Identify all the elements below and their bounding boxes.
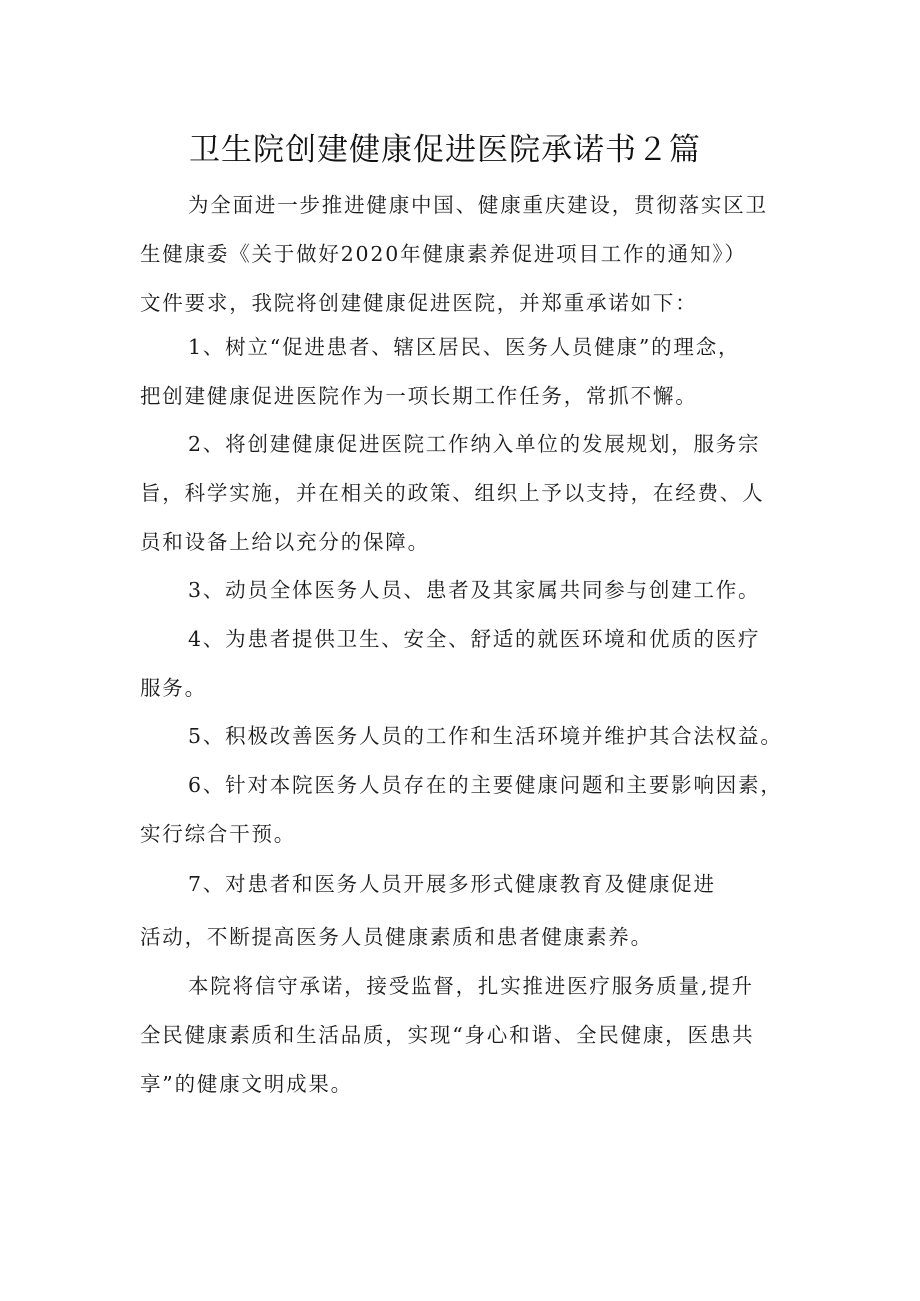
paragraph-line: 享”的健康文明成果。 bbox=[140, 1072, 353, 1096]
commitment-item-3 bbox=[140, 566, 790, 615]
commitment-item-7 bbox=[140, 860, 790, 962]
paragraph-line: 把创建健康促进医院作为一项长期工作任务，常抓不懈。 bbox=[140, 384, 698, 408]
paragraph-line: 2、将创建健康促进医院工作纳入单位的发展规划，服务宗 bbox=[188, 432, 761, 456]
paragraph-line: 旨，科学实施，并在相关的政策、组织上予以支持，在经费、人 bbox=[140, 481, 765, 505]
paragraph-line: 本院将信守承诺，接受监督，扎实推进医疗服务质量,提升 bbox=[188, 974, 754, 998]
paragraph-line: 3、动员全体医务人员、患者及其家属共同参与创建工作。 bbox=[188, 578, 761, 602]
commitment-item-5 bbox=[140, 712, 790, 761]
commitment-item-2 bbox=[140, 420, 790, 567]
paragraph-line: 5、积极改善医务人员的工作和生活环境并维护其合法权益。 bbox=[188, 724, 783, 748]
paragraph-line: 1、树立“促进患者、辖区居民、医务人员健康”的理念， bbox=[188, 335, 741, 359]
commitment-item-4 bbox=[140, 615, 790, 713]
commitment-item-6 bbox=[140, 761, 790, 859]
paragraph-line: 服务。 bbox=[140, 676, 207, 700]
document-title: 卫生院创建健康促进医院承诺书２篇 bbox=[189, 132, 701, 168]
paragraph-line: 生健康委《关于做好2020年健康素养促进项目工作的通知》） bbox=[140, 242, 747, 266]
paragraph-line: 为全面进一步推进健康中国、健康重庆建设，贯彻落实区卫 bbox=[188, 193, 768, 217]
paragraph-line: 实行综合干预。 bbox=[140, 822, 297, 846]
paragraph-line: 文件要求，我院将创建健康促进医院，并郑重承诺如下： bbox=[140, 291, 698, 315]
paragraph-line: 7、对患者和医务人员开展多形式健康教育及健康促进 bbox=[188, 872, 716, 896]
paragraph-line: 员和设备上给以充分的保障。 bbox=[140, 530, 430, 554]
paragraph-line: 活动，不断提高医务人员健康素质和患者健康素养。 bbox=[140, 925, 653, 949]
closing-paragraph bbox=[140, 962, 790, 1109]
paragraph-line: 全民健康素质和生活品质，实现“身心和谐、全民健康，医患共 bbox=[140, 1023, 755, 1047]
paragraph-line: 6、针对本院医务人员存在的主要健康问题和主要影响因素， bbox=[188, 773, 783, 797]
paragraph-line: 4、为患者提供卫生、安全、舒适的就医环境和优质的医疗 bbox=[188, 627, 761, 651]
commitment-item-1 bbox=[140, 323, 790, 421]
intro-paragraph bbox=[140, 181, 790, 328]
